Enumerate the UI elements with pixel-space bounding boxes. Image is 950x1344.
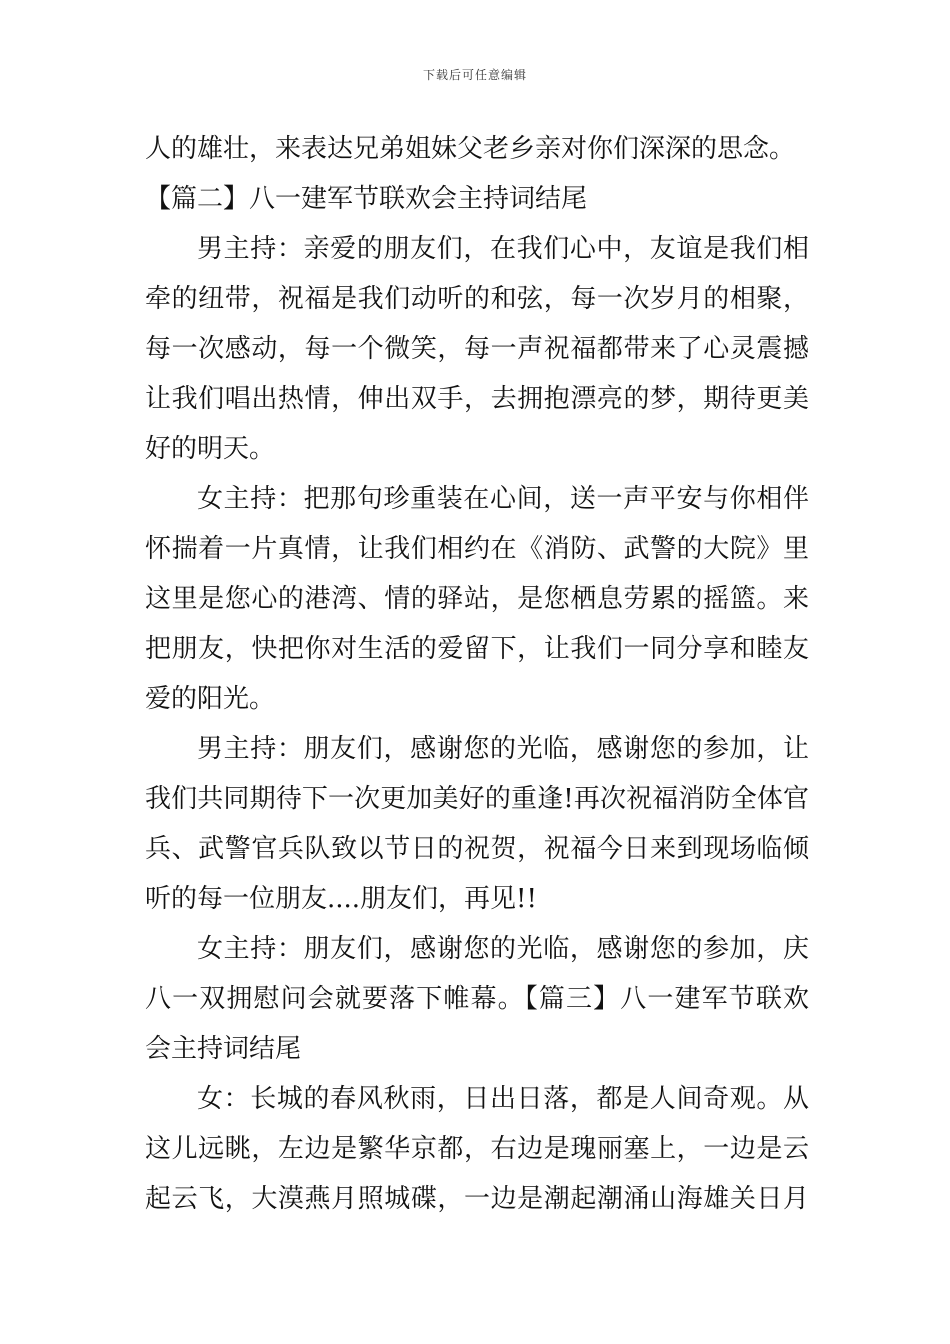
text-line: 女主持：朋友们，感谢您的光临，感谢您的参加，庆	[197, 934, 809, 964]
text-line: 女：长城的春风秋雨，日出日落，都是人间奇观。从	[197, 1084, 809, 1114]
text-line: 每一次感动，每一个微笑，每一声祝福都带来了心灵震撼	[145, 334, 809, 364]
page-header: 下载后可任意编辑	[422, 68, 527, 82]
document-body	[145, 124, 809, 1224]
text-line: 好的明天。	[145, 434, 276, 464]
text-line: 牵的纽带，祝福是我们动听的和弦，每一次岁月的相聚，	[145, 284, 809, 314]
text-line: 听的每一位朋友....朋友们，再见!!	[145, 884, 537, 914]
text-line: 男主持：朋友们，感谢您的光临，感谢您的参加，让	[197, 734, 809, 764]
text-line: 这里是您心的港湾、情的驿站，是您栖息劳累的摇篮。来	[145, 584, 809, 614]
text-line: 女主持：把那句珍重装在心间，送一声平安与你相伴	[197, 484, 809, 514]
text-line: 人的雄壮，来表达兄弟姐妹父老乡亲对你们深深的思念。	[145, 134, 796, 164]
text-line: 八一双拥慰问会就要落下帷幕。【篇三】八一建军节联欢	[145, 984, 809, 1014]
text-line: 兵、武警官兵队致以节日的祝贺，祝福今日来到现场临倾	[145, 834, 809, 864]
text-line: 爱的阳光。	[145, 684, 276, 714]
text-line: 起云飞，大漠燕月照城碟，一边是潮起潮涌山海雄关日月	[145, 1184, 809, 1214]
text-line: 男主持：亲爱的朋友们，在我们心中，友谊是我们相	[197, 234, 809, 264]
text-line: 这儿远眺，左边是繁华京都，右边是瑰丽塞上，一边是云	[145, 1134, 809, 1164]
text-line: 【篇二】八一建军节联欢会主持词结尾	[145, 184, 588, 214]
text-line: 让我们唱出热情，伸出双手，去拥抱漂亮的梦，期待更美	[145, 384, 809, 414]
text-line: 把朋友，快把你对生活的爱留下，让我们一同分享和睦友	[145, 634, 809, 664]
text-line: 会主持词结尾	[145, 1034, 302, 1064]
text-line: 怀揣着一片真情，让我们相约在《消防、武警的大院》里	[145, 534, 809, 564]
text-line: 我们共同期待下一次更加美好的重逢!再次祝福消防全体官	[145, 784, 809, 814]
